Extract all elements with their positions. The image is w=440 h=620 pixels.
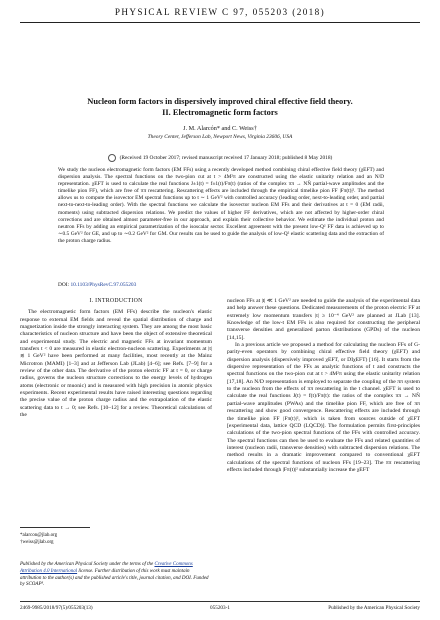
doi-link[interactable]: 10.1103/PhysRevC.97.055203 [70, 282, 137, 288]
title-line-2: II. Electromagnetic form factors [162, 108, 278, 117]
open-access-icon [108, 154, 116, 162]
footer-page-number: 055203-1 [210, 605, 230, 611]
received-text: (Received 19 October 2017; revised manuscript received 17 January 2018; published 8 May 2018) [119, 155, 333, 162]
left-column [20, 298, 212, 420]
authors: J. M. Alarcón* and C. Weiss† [183, 125, 257, 132]
journal-citation: PHYSICAL REVIEW C 97, 055203 (2018) [114, 7, 326, 17]
right-column [227, 298, 420, 474]
abstract: We study the nucleon electromagnetic form factors (EM FFs) using a recently developed method combining chiral effective field theory (χEFT) and dispersion analysis. The spectral functions on the two-pion cut at t > 4M²π are constructed using the elastic unitarity relation and an N/D representation. χEFT is used to calculate the real functions J±1(t) = f±1(t)/Fπ(t) (ratios of the complex ππ → NN̄ partial-wave amplitudes and the timelike pion FF), which are free of ππ rescattering. Rescattering effects are included through the empirical timelike pion FF |Fπ(t)|². The method allows us to compute the isovector EM spectral functions up to t ∼ 1 GeV² with controlled accuracy (leading order, next-to-leading order, and partial next-to-next-to-leading order). With the spectral functions we calculate the isovector nucleon EM FFs and their derivatives at t = 0 (EM radii, moments) using subtracted dispersion relations. We predict the values of higher FF derivatives, which are not affected by higher-order chiral corrections and are obtained almost parameter-free in our approach, and explain their collective behavior. We estimate the individual proton and neutron FFs by adding an empirical parametrization of the isoscalar sector. Excellent agreement with the present low-Q² FF data is achieved up to ∼0.5 GeV² for GE, and up to ∼0.2 GeV² for GM. Our results can be used to guide the analysis of low-Q² elastic scattering data and the extraction of the proton charge radius. [58, 167, 384, 244]
right-paragraph-1: nucleon FFs at |t| ≪ 1 GeV² are needed to guide the analysis of the experimental data and help answer these questions. Dedicated measurements of the proton electric FF at extremely low momentum transfers |t| ≥ 10⁻⁴ GeV² are planned at JLab [13]. Knowledge of the low-t EM FFs is also required for constructing the peripheral transverse densities and generalized parton distributions (GPDs) of the nucleon [14,15]. [227, 298, 420, 341]
publication-note [20, 562, 212, 589]
doi-prefix: DOI: [58, 282, 70, 288]
footer-publisher: Published by the American Physical Society [328, 605, 420, 611]
footnotes [20, 533, 212, 546]
footnote-rule [20, 527, 90, 528]
publication-note-end: license. Further distribution of this work must maintain attribution to the author(s) and the published article's title, journal citation, and DOI. Funded by SCOAP³. [20, 568, 209, 588]
section-heading-introduction: I. INTRODUCTION [89, 298, 143, 304]
received-dates [40, 154, 400, 162]
title-line-1: Nucleon form factors in dispersively improved chiral effective field theory. [87, 97, 353, 106]
doi-line [58, 282, 136, 288]
affiliation: Theory Center, Jefferson Lab, Newport News, Virginia 23606, USA [147, 134, 293, 140]
license-link[interactable]: Creative Commons Attribution 4.0 International [20, 562, 193, 574]
publication-note-start: Published by the American Physical Society under the terms of the [20, 562, 155, 567]
footnote-email-2[interactable]: †weiss@jlab.org [20, 539, 54, 545]
intro-paragraph-1: The electromagnetic form factors (EM FFs) describe the nucleon's elastic response to external EM fields and reveal the spatial distribution of charge and magnetization inside the strongly interacting system. They are among the most basic characteristics of nucleon structure and have been the object of extensive theoretical and experimental study. The electric and magnetic FFs at invariant momentum transfers t < 0 are measured in elastic electron-nucleon scattering. Experiments at |t| ≲ 1 GeV² have been performed at many facilities, most recently at the Mainz Microtron (MAMI) [1–3] and at Jefferson Lab (JLab) [4–6]; see Refs. [7–9] for a review of the other data. The derivative of the proton electric FF at t = 0, or charge radius, governs the nucleon structure corrections to the energy levels of hydrogen atoms (electronic or muonic) and is measured with high precision in atomic physics experiments. Recent experimental results have raised interesting questions regarding the precise value of the proton charge radius and the extrapolation of the elastic scattering data to t → 0; see Refs. [10–12] for a review. Theoretical calculations of the [20, 309, 212, 419]
footer-rule [20, 601, 420, 602]
footnote-email-1[interactable]: *alarcon@jlab.org [20, 533, 58, 538]
footer-issn: 2469-9985/2018/97(5)/055203(13) [20, 605, 93, 611]
right-paragraph-2: In a previous article we proposed a method for calculating the nucleon FFs of G-parity-even operators by combining chiral effective field theory (χEFT) and dispersion analysis (dispersively improved χEFT, or DIχEFT) [16]. It starts from the dispersive representation of the FFs as analytic functions of t and constructs the spectral functions on the two-pion cut at t > 4M²π using the elastic unitarity relation [17,18]. An N/D representation is employed to separate the coupling of the ππ system to the nucleon from the effects of ππ rescattering in the t channel. χEFT is used to calculate the real functions J(t) = f(t)/Fπ(t): the ratios of the complex ππ → NN̄ partial-wave amplitudes (PWAs) and the timelike pion FF, which are free of ππ rescattering and show good convergence. Rescattering effects are included through the timelike pion FF |Fπ(t)|², which is taken from sources outside of χEFT [experimental data, lattice QCD (LQCD)]. The formulation permits first-principles calculations of the two-pion spectral functions of the FFs with controlled accuracy. The spectral functions can then be used to evaluate the FFs and related quantities of interest (nucleon radii, transverse densities) with subtracted dispersion relations. The method results in a dramatic improvement compared to conventional χEFT calculations of the spectral functions of nucleon FFs [19–23]. The ππ rescattering effects included through |Fπ(t)|² substantially increase the χEFT [227, 342, 420, 473]
paper-title [30, 96, 410, 118]
header-rule [20, 22, 420, 23]
journal-header [0, 0, 440, 38]
